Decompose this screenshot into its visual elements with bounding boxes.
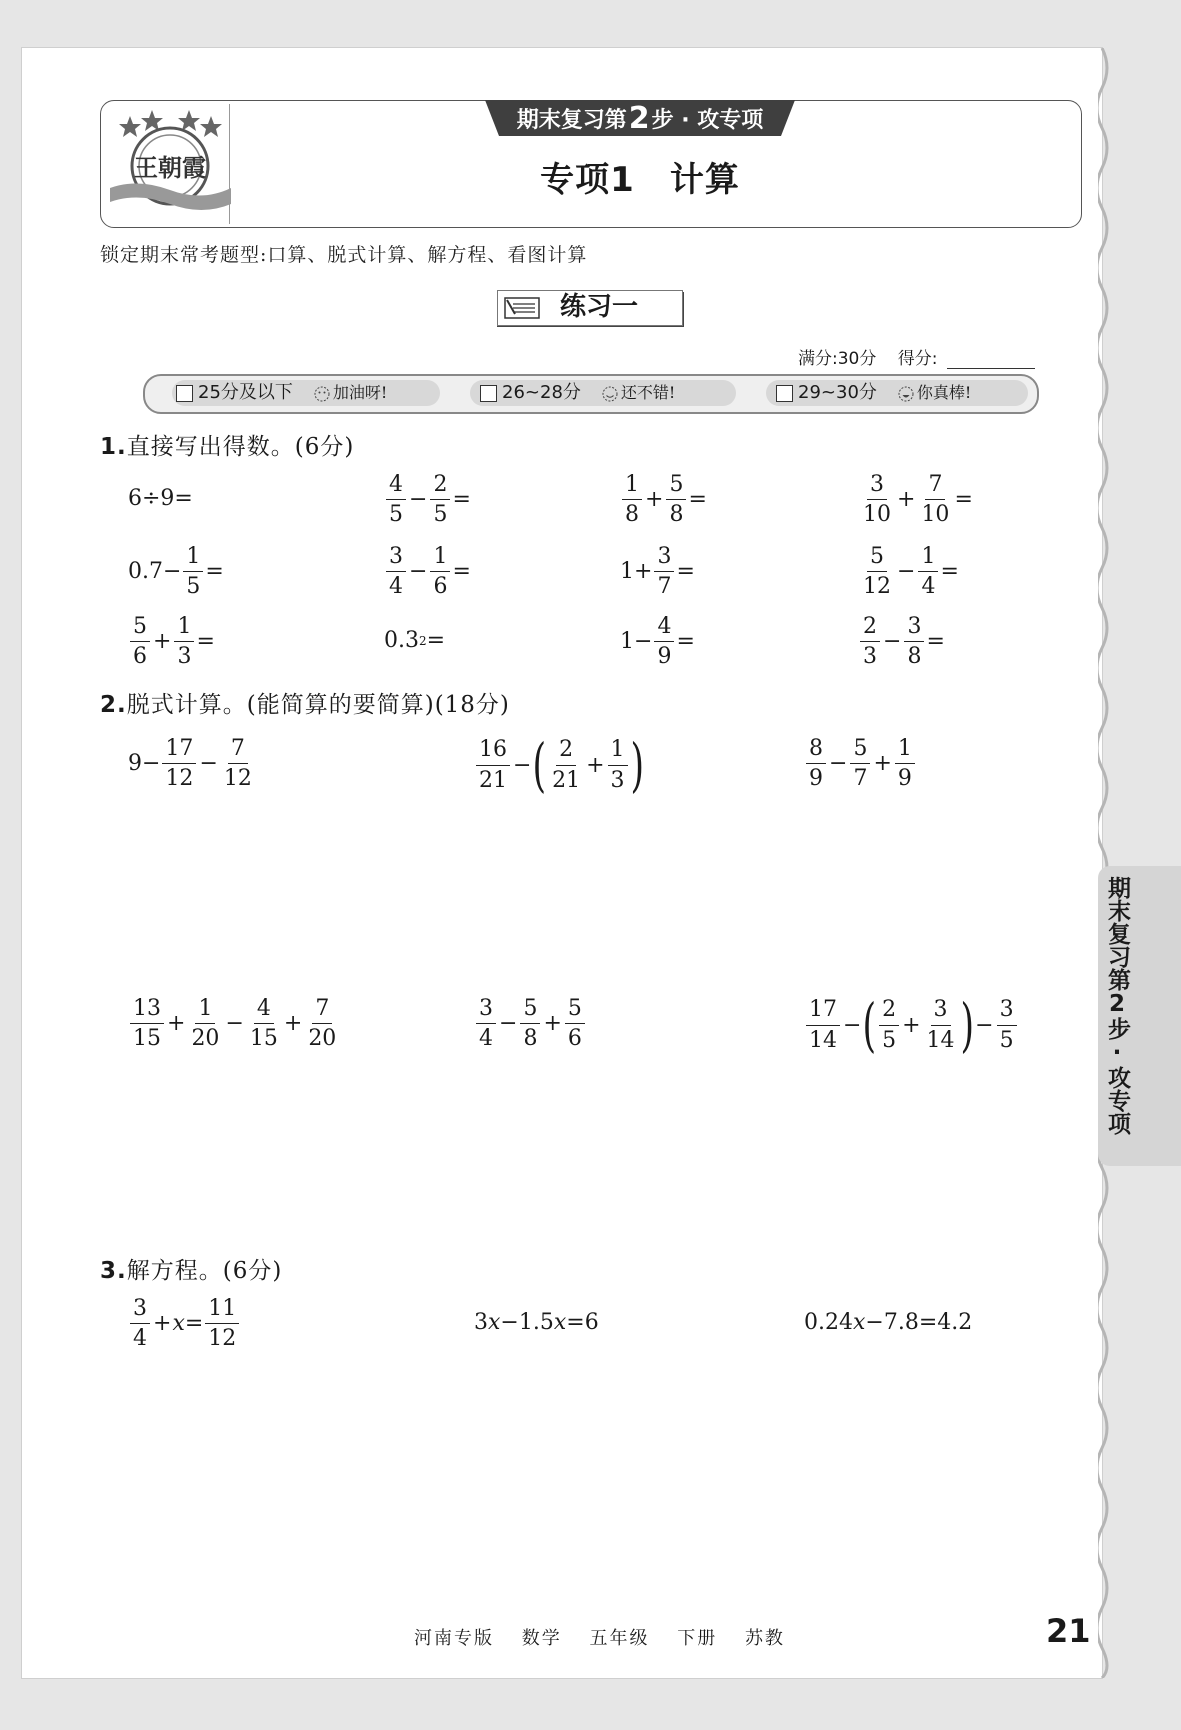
numerator: 3 [476, 996, 496, 1024]
denominator: 6 [567, 1026, 582, 1052]
denominator: 4 [389, 574, 403, 600]
equals: = [205, 559, 224, 585]
q1-item-4 [858, 472, 973, 528]
numerator: 1 [195, 996, 215, 1024]
numerator: 4 [254, 996, 274, 1024]
numerator: 7 [228, 736, 248, 764]
operator: + [543, 1011, 562, 1037]
logo-text: 王朝霞 [134, 153, 206, 182]
score-line [798, 344, 1035, 369]
coefficient: 0.24 [804, 1310, 853, 1335]
operator: + [167, 1011, 186, 1037]
operator: − [975, 1012, 994, 1038]
fraction [430, 472, 450, 528]
numerator: 5 [565, 996, 585, 1024]
q1-number: 1. [100, 434, 127, 460]
fraction [247, 996, 281, 1052]
q1-item-11 [620, 614, 695, 670]
denominator: 8 [669, 502, 684, 528]
equals: = [954, 487, 973, 513]
numerator: 13 [130, 996, 164, 1024]
denominator: 8 [523, 1026, 538, 1052]
variable: x [852, 1310, 866, 1335]
left-paren: ( [532, 731, 547, 799]
operator: + [153, 629, 172, 655]
level-1-remark: 加油呀! [332, 383, 388, 402]
equals: = [688, 487, 707, 513]
fraction [879, 997, 899, 1053]
operator: + [902, 1012, 921, 1038]
fraction [188, 996, 222, 1052]
denominator: 14 [809, 1027, 837, 1053]
operator: − [829, 751, 848, 777]
fraction [997, 997, 1017, 1053]
q2-expr-1 [128, 736, 257, 792]
fraction [565, 996, 585, 1052]
operator: − [897, 559, 916, 585]
denominator: 15 [133, 1026, 161, 1052]
denominator: 7 [657, 574, 672, 600]
denominator: 21 [479, 767, 507, 793]
level-3 [776, 380, 971, 406]
level-1-checkbox[interactable] [176, 385, 193, 402]
operator: − [513, 752, 532, 778]
operator: − [843, 1012, 862, 1038]
numerator: 11 [205, 1296, 239, 1324]
numerator: 1 [183, 544, 203, 572]
fraction [183, 544, 203, 600]
equals: = [676, 559, 695, 585]
equals: = [676, 629, 695, 655]
denominator: 4 [133, 1326, 147, 1352]
q1-item-9 [128, 614, 215, 670]
denominator: 21 [552, 767, 581, 793]
page-number: 21 [1046, 1612, 1091, 1650]
prefix: 1− [620, 629, 653, 655]
denominator: 3 [863, 644, 877, 670]
coefficient: 3 [474, 1310, 488, 1335]
denominator: 7 [853, 766, 868, 792]
level-2-remark: 还不错! [620, 383, 676, 402]
numerator: 7 [925, 472, 945, 500]
fraction [850, 736, 870, 792]
operator: − [199, 751, 218, 777]
numerator: 3 [654, 544, 674, 572]
fraction [622, 472, 642, 528]
footer-volume: 下册 [677, 1628, 718, 1649]
numerator: 5 [130, 614, 150, 642]
fraction [221, 736, 255, 792]
side-tab-label: 期末复习第2步·攻专项 [1104, 876, 1130, 1135]
numerator: 4 [654, 614, 674, 642]
numerator: 3 [904, 614, 924, 642]
equals: = [184, 1311, 204, 1337]
numerator: 3 [931, 997, 951, 1025]
operator: − [409, 559, 428, 585]
numerator: 7 [312, 996, 332, 1024]
operator: − [225, 1011, 244, 1037]
prefix: 0.7− [128, 559, 182, 585]
q3-eq-3 [804, 1310, 972, 1335]
equals: = [452, 559, 471, 585]
footer-subject: 数学 [521, 1628, 562, 1649]
denominator: 8 [625, 502, 639, 528]
numerator: 1 [174, 614, 194, 642]
numerator: 2 [879, 997, 899, 1025]
numerator: 4 [386, 472, 406, 500]
operator: − [883, 629, 902, 655]
fraction [476, 996, 496, 1052]
score-blank[interactable] [947, 352, 1035, 369]
publisher-logo [108, 108, 233, 220]
level-3-range: 29~30分 [798, 382, 877, 403]
variable: x [553, 1310, 567, 1335]
base: 0.3 [384, 628, 419, 653]
denominator: 5 [882, 1027, 897, 1053]
numerator: 8 [806, 736, 826, 764]
page-title: 专项1 计算 [540, 160, 740, 200]
fraction [130, 996, 164, 1052]
logo-divider [229, 104, 230, 224]
rhs: −7.8=4.2 [865, 1310, 973, 1335]
fraction [476, 737, 510, 793]
q3-text: 解方程。(6分) [126, 1258, 283, 1284]
operator: − [409, 487, 428, 513]
denominator: 4 [921, 574, 936, 600]
prefix: 9− [128, 751, 161, 777]
q3-eq-2 [474, 1310, 599, 1335]
denominator: 12 [208, 1326, 237, 1352]
equals: = [452, 487, 471, 513]
numerator: 3 [867, 472, 887, 500]
operator: + [645, 487, 664, 513]
fraction [806, 997, 840, 1053]
operator: + [897, 487, 916, 513]
q1-text: 直接写出得数。(6分) [126, 434, 355, 460]
level-3-remark: 你真棒! [916, 383, 972, 402]
fraction [895, 736, 915, 792]
denominator: 9 [897, 766, 912, 792]
q1-item-1 [128, 486, 193, 511]
fraction [860, 544, 894, 600]
numerator: 1 [622, 472, 642, 500]
q1-item-1-text: 6÷9= [128, 486, 193, 511]
footer-edition: 苏教 [744, 1628, 785, 1649]
operator: + [283, 1011, 303, 1037]
notebook-icon [503, 296, 543, 320]
fraction [305, 996, 339, 1052]
fraction [904, 614, 924, 670]
fraction [430, 544, 450, 600]
operator: + [153, 1311, 172, 1337]
left-paren: ( [862, 991, 877, 1059]
term: −1.5 [500, 1310, 554, 1335]
rhs: =6 [566, 1310, 599, 1335]
q2-expr-3 [804, 736, 917, 792]
fraction [174, 614, 194, 670]
q3-eq-1 [128, 1296, 241, 1352]
q2-expr-6 [804, 991, 1019, 1059]
denominator: 9 [809, 766, 823, 792]
level-1 [176, 380, 387, 406]
numerator: 2 [860, 614, 880, 642]
q2-text: 脱式计算。(能简算的要简算)(18分) [126, 692, 510, 718]
denominator: 5 [389, 502, 403, 528]
level-1-range: 25分及以下 [198, 382, 293, 403]
denominator: 15 [249, 1026, 278, 1052]
q1-item-5 [128, 544, 224, 600]
denominator: 4 [479, 1026, 493, 1052]
fraction [860, 614, 880, 670]
q3-number: 3. [100, 1258, 127, 1284]
full-score: 满分:30分 [798, 349, 877, 369]
q1-item-3 [620, 472, 707, 528]
variable: x [172, 1311, 185, 1337]
numerator: 16 [476, 737, 510, 765]
fraction [162, 736, 196, 792]
denominator: 12 [863, 574, 891, 600]
q1-item-6 [384, 544, 471, 600]
equals: = [196, 629, 215, 655]
denominator: 10 [921, 502, 950, 528]
level-1-remark-wrap [313, 380, 387, 406]
q2-expr-5 [474, 996, 587, 1052]
q3-heading [100, 1252, 282, 1285]
level-2-checkbox[interactable] [480, 385, 497, 402]
q2-heading [100, 686, 510, 719]
numerator: 17 [162, 736, 196, 764]
numerator: 5 [666, 472, 686, 500]
fraction [386, 472, 406, 528]
practice-label: 练习一 [560, 292, 639, 322]
exponent: 2 [419, 633, 427, 648]
q2-expr-4 [128, 996, 341, 1052]
numerator: 2 [430, 472, 450, 500]
fraction [918, 472, 952, 528]
star-face-icon [897, 385, 915, 403]
fraction [205, 1296, 239, 1352]
denominator: 5 [433, 502, 448, 528]
q1-heading [100, 428, 354, 461]
equals: = [426, 628, 446, 653]
banner-prefix: 期末复习第 [516, 107, 627, 133]
denominator: 8 [907, 644, 922, 670]
numerator: 17 [806, 997, 840, 1025]
denominator: 12 [223, 766, 252, 792]
denominator: 14 [926, 1027, 955, 1053]
equals: = [940, 559, 959, 585]
level-2-remark-wrap [601, 380, 675, 406]
numerator: 1 [430, 544, 450, 572]
wavy-page-edge [1098, 48, 1114, 1678]
operator: − [499, 1011, 518, 1037]
fraction [130, 1296, 150, 1352]
fraction [608, 737, 628, 793]
fraction [924, 997, 958, 1053]
denominator: 20 [308, 1026, 337, 1052]
cheer-icon [313, 385, 331, 403]
denominator: 9 [657, 644, 672, 670]
fraction [520, 996, 540, 1052]
q1-item-8 [858, 544, 959, 600]
right-paren: ) [630, 731, 644, 799]
numerator: 1 [895, 736, 915, 764]
level-2 [480, 380, 675, 406]
variable: x [488, 1310, 501, 1335]
numerator: 1 [918, 544, 938, 572]
fraction [549, 737, 583, 793]
denominator: 5 [186, 574, 201, 600]
q2-number: 2. [100, 692, 127, 718]
numerator: 1 [608, 737, 628, 765]
banner-title [485, 100, 795, 136]
numerator: 3 [997, 997, 1017, 1025]
fraction [666, 472, 686, 528]
fraction [918, 544, 938, 600]
fraction [654, 614, 674, 670]
smile-icon [601, 385, 619, 403]
denominator: 5 [999, 1027, 1014, 1053]
operator: + [873, 751, 892, 777]
denominator: 3 [177, 644, 192, 670]
banner-step: 2 [628, 100, 650, 136]
denominator: 20 [191, 1026, 220, 1052]
level-2-range: 26~28分 [502, 382, 581, 403]
level-3-remark-wrap [897, 380, 971, 406]
fraction [130, 614, 150, 670]
subtitle: 锁定期末常考题型:口算、脱式计算、解方程、看图计算 [100, 244, 588, 266]
fraction [860, 472, 894, 528]
numerator: 3 [386, 544, 406, 572]
footer-grade: 五年级 [589, 1628, 650, 1649]
q1-item-7 [620, 544, 695, 600]
banner-suffix: 步 · 攻专项 [651, 107, 764, 133]
q1-item-10 [384, 628, 445, 653]
q1-item-2 [384, 472, 471, 528]
denominator: 10 [863, 502, 891, 528]
q1-item-12 [858, 614, 945, 670]
numerator: 5 [867, 544, 887, 572]
score-got-label: 得分: [897, 349, 938, 369]
right-paren: ) [960, 991, 974, 1059]
fraction [654, 544, 674, 600]
footer-meta [414, 1624, 805, 1650]
level-3-checkbox[interactable] [776, 385, 793, 402]
q2-expr-2 [474, 731, 644, 799]
denominator: 6 [133, 644, 147, 670]
denominator: 12 [165, 766, 194, 792]
footer-region: 河南专版 [414, 1628, 494, 1649]
numerator: 2 [556, 737, 576, 765]
fraction [806, 736, 826, 792]
denominator: 3 [610, 767, 625, 793]
fraction [386, 544, 406, 600]
numerator: 5 [520, 996, 540, 1024]
prefix: 1+ [620, 559, 653, 585]
equals: = [926, 629, 945, 655]
operator: + [586, 752, 605, 778]
numerator: 3 [130, 1296, 150, 1324]
numerator: 5 [850, 736, 870, 764]
denominator: 6 [433, 574, 448, 600]
